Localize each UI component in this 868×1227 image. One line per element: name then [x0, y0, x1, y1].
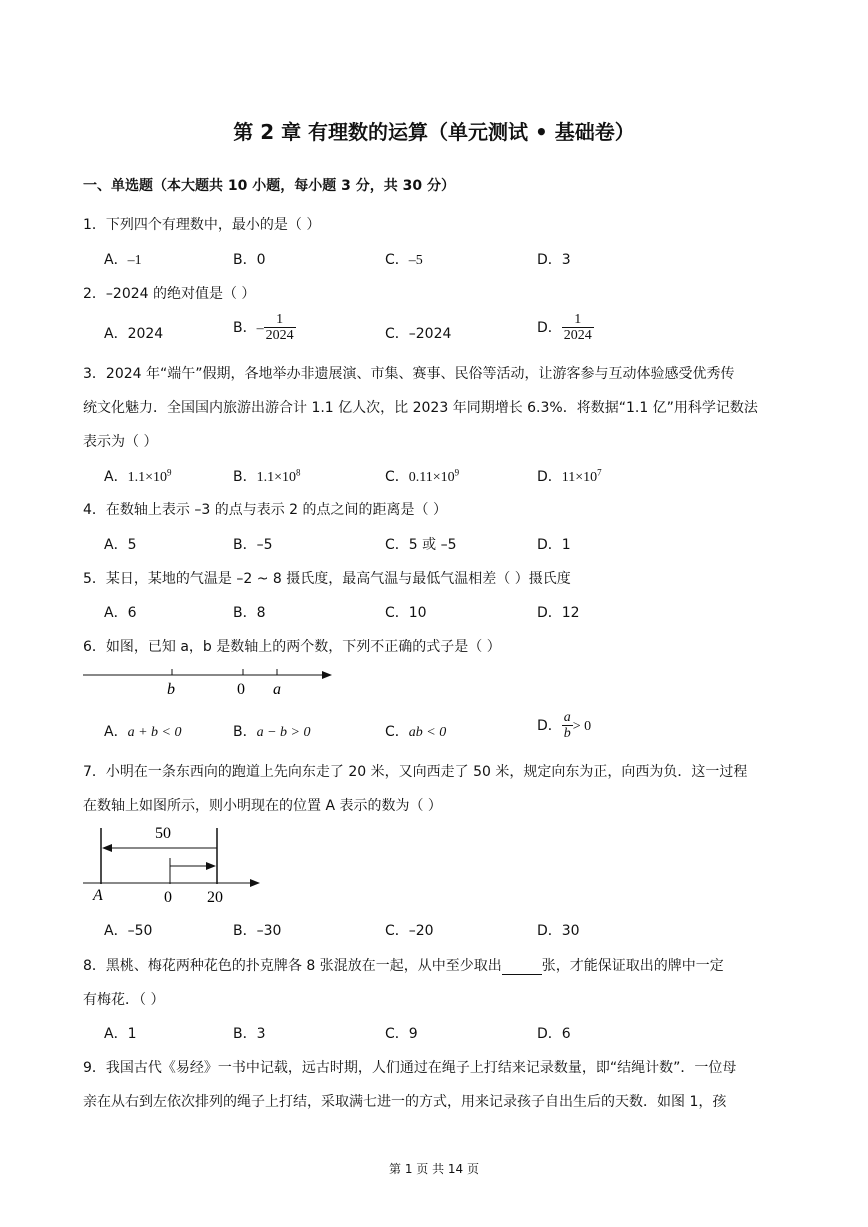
axis-label-zero: 0 [237, 681, 245, 698]
q4-option-d: D．1 [537, 537, 571, 553]
q1-option-d: D．3 [537, 252, 571, 268]
q1-option-b: B．0 [233, 252, 266, 268]
question-8-stem-line1: 8．黑桃、梅花两种花色的扑克牌各 8 张混放在一起，从中至少取出 张，才能保证取出的牌中一定 [83, 958, 724, 974]
fig-label-zero: 0 [164, 889, 172, 906]
q2-option-b: B．– $\frac{1}{2024}$ [233, 312, 294, 344]
q3-option-a: A．$1.1\times 10^9$ [104, 467, 172, 485]
q1-option-c: C．–5 [385, 252, 423, 268]
q4-option-b: B．–5 [233, 537, 273, 553]
axis-label-a: a [273, 681, 281, 698]
q8-option-a: A．1 [104, 1026, 137, 1042]
q8-option-c: C．9 [385, 1026, 418, 1042]
q7-option-b: B．–30 [233, 923, 282, 939]
q6-option-d: D． $\frac{a}{b}$ > 0 [537, 710, 592, 742]
q7-option-d: D．30 [537, 923, 580, 939]
q2-option-c: C．–2024 [385, 326, 452, 342]
q4-option-c: C．5 或 –5 [385, 537, 457, 553]
q8-option-b: B．3 [233, 1026, 266, 1042]
question-3-stem-line2: 统文化魅力．全国国内旅游出游合计 1.1 亿人次，比 2023 年同期增长 6.3%．将数据“1.1 亿”用科学记数法 [83, 400, 758, 416]
q7-number-line-figure [80, 820, 270, 910]
question-7-stem-line1: 7．小明在一条东西向的跑道上先向东走了 20 米，又向西走了 50 米，规定向东为正，向西为负．这一过程 [83, 764, 748, 780]
answer-blank [502, 960, 542, 975]
fig-label-20: 20 [207, 889, 223, 906]
question-4-stem: 4．在数轴上表示 –3 的点与表示 2 的点之间的距离是（ ） [83, 502, 447, 518]
q5-option-a: A．6 [104, 605, 137, 621]
q3-option-c: C．$0.11\times 10^9$ [385, 467, 460, 485]
q6-option-b: B．a − b > 0 [233, 724, 311, 740]
question-9-stem-line2: 亲在从右到左依次排列的绳子上打结，采取满七进一的方式，用来记录孩子自出生后的天数．如图 1，孩 [83, 1094, 727, 1110]
q3-option-d: D．$11\times 10^7$ [537, 467, 602, 485]
q5-option-b: B．8 [233, 605, 266, 621]
q6-number-line-figure [80, 664, 340, 704]
q6-option-a: A．a + b < 0 [104, 724, 182, 740]
question-7-stem-line2: 在数轴上如图所示，则小明现在的位置 A 表示的数为（ ） [83, 798, 442, 814]
question-3-stem-line3: 表示为（ ） [83, 434, 158, 450]
q1-option-a: A．–1 [104, 252, 142, 268]
q6-option-c: C．ab < 0 [385, 724, 447, 740]
q4-option-a: A．5 [104, 537, 137, 553]
page-title: 第 2 章 有理数的运算（单元测试 • 基础卷） [233, 120, 635, 144]
question-5-stem: 5．某日，某地的气温是 –2 ~ 8 摄氏度，最高气温与最低气温相差（ ）摄氏度 [83, 571, 571, 587]
page-footer: 第 1 页 共 14 页 [389, 1162, 479, 1176]
q2-option-d: D． $\frac{1}{2024}$ [537, 312, 592, 344]
question-2-stem: 2．–2024 的绝对值是（ ） [83, 286, 256, 302]
q7-option-c: C．–20 [385, 923, 434, 939]
question-3-stem-line1: 3．2024 年“端午”假期，各地举办非遗展演、市集、赛事、民俗等活动，让游客参与互动体验感受优秀传 [83, 366, 735, 382]
axis-label-b: b [167, 681, 175, 698]
q3-option-b: B．$1.1\times 10^8$ [233, 467, 301, 485]
question-6-stem: 6．如图，已知 a，b 是数轴上的两个数，下列不正确的式子是（ ） [83, 639, 501, 655]
fig-label-a: A [93, 887, 103, 904]
q5-option-d: D．12 [537, 605, 580, 621]
question-1-stem: 1．下列四个有理数中，最小的是（ ） [83, 217, 321, 233]
q5-option-c: C．10 [385, 605, 427, 621]
fig-label-50: 50 [155, 825, 171, 842]
section-heading: 一、单选题（本大题共 10 小题，每小题 3 分，共 30 分） [83, 178, 455, 194]
question-8-stem-line2: 有梅花．（ ） [83, 992, 165, 1008]
q2-option-a: A．2024 [104, 326, 164, 342]
q8-option-d: D．6 [537, 1026, 571, 1042]
q7-option-a: A．–50 [104, 923, 153, 939]
question-9-stem-line1: 9．我国古代《易经》一书中记载，远古时期，人们通过在绳子上打结来记录数量，即“结绳计数”．一位母 [83, 1060, 737, 1076]
